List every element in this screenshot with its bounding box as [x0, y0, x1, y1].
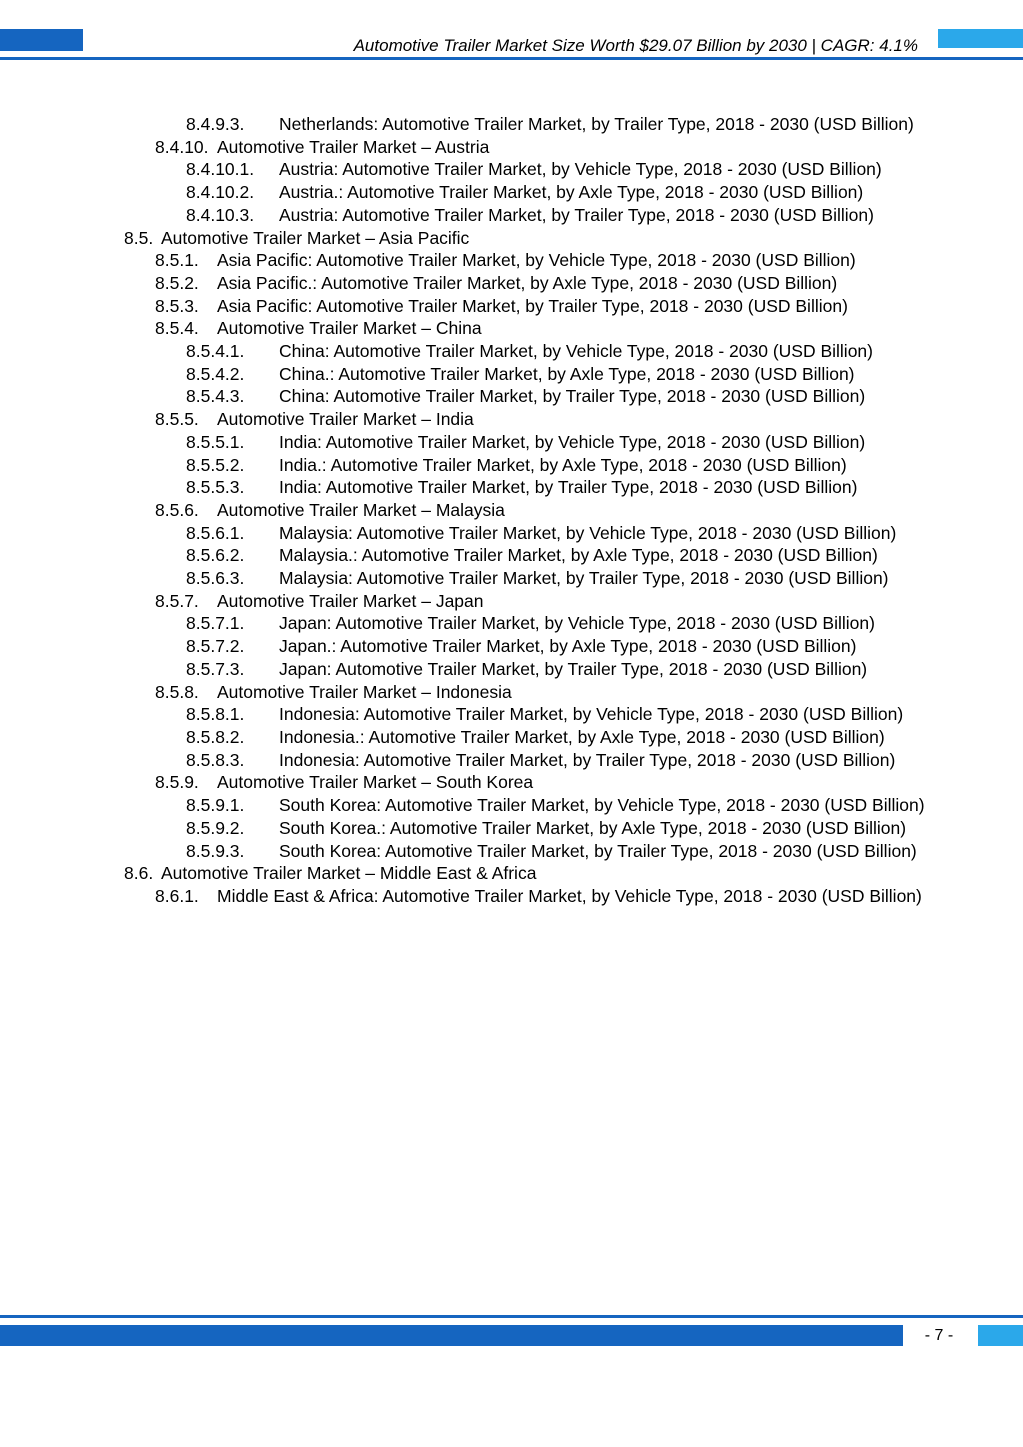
toc-entry-text: Indonesia: Automotive Trailer Market, by Trailer Type, 2018 - 2030 (USD Billion) — [279, 749, 896, 770]
toc-entry-text: India: Automotive Trailer Market, by Trailer Type, 2018 - 2030 (USD Billion) — [279, 477, 858, 498]
toc-entry-number: 8.5.7.3. — [186, 658, 245, 679]
toc-entry-text: Malaysia: Automotive Trailer Market, by Vehicle Type, 2018 - 2030 (USD Billion) — [279, 522, 897, 543]
toc-entry — [0, 158, 1023, 181]
footer-bar-left — [0, 1325, 903, 1346]
toc-entry-text: Malaysia.: Automotive Trailer Market, by Axle Type, 2018 - 2030 (USD Billion) — [279, 545, 878, 566]
toc-entry-text: Japan: Automotive Trailer Market, by Vehicle Type, 2018 - 2030 (USD Billion) — [279, 613, 875, 634]
toc-entry-text: South Korea.: Automotive Trailer Market, by Axle Type, 2018 - 2030 (USD Billion) — [279, 817, 907, 838]
toc-entry — [0, 862, 1023, 885]
toc-entry-number: 8.5.4.2. — [186, 363, 245, 384]
toc-entry-number: 8.5.2. — [155, 272, 199, 293]
toc-entry-number: 8.5.6.1. — [186, 522, 245, 543]
toc-entry — [0, 771, 1023, 794]
toc-entry-number: 8.5.7.1. — [186, 613, 245, 634]
toc-entry-text: Automotive Trailer Market – India — [217, 409, 474, 430]
toc-entry-number: 8.5.6.2. — [186, 545, 245, 566]
toc-entry — [0, 272, 1023, 295]
footer-rule — [0, 1315, 1023, 1318]
toc-entry-text: Japan.: Automotive Trailer Market, by Axle Type, 2018 - 2030 (USD Billion) — [279, 636, 857, 657]
toc-entry — [0, 635, 1023, 658]
header-bar-right — [938, 29, 1023, 48]
toc-entry — [0, 317, 1023, 340]
toc-entry — [0, 567, 1023, 590]
toc-entry-text: Automotive Trailer Market – Middle East & Africa — [161, 863, 537, 884]
toc-entry — [0, 249, 1023, 272]
toc-entry — [0, 590, 1023, 613]
toc-entry — [0, 726, 1023, 749]
toc-entry-number: 8.5.5.1. — [186, 431, 245, 452]
toc-entry-number: 8.4.10.1. — [186, 159, 255, 180]
toc-entry-number: 8.5.5.2. — [186, 454, 245, 475]
toc-entry-text: South Korea: Automotive Trailer Market, by Vehicle Type, 2018 - 2030 (USD Billion) — [279, 795, 925, 816]
toc-entry-number: 8.5.5. — [155, 409, 199, 430]
toc-entry-text: Malaysia: Automotive Trailer Market, by Trailer Type, 2018 - 2030 (USD Billion) — [279, 568, 889, 589]
toc-entry-text: Automotive Trailer Market – Austria — [217, 136, 490, 157]
toc-entry — [0, 295, 1023, 318]
toc-entry-number: 8.4.10.3. — [186, 204, 255, 225]
toc-entry-number: 8.4.10.2. — [186, 182, 255, 203]
toc-entry-number: 8.5.8.2. — [186, 726, 245, 747]
toc-entry — [0, 749, 1023, 772]
toc-entry-number: 8.5.3. — [155, 295, 199, 316]
toc-entry — [0, 885, 1023, 908]
toc-entry — [0, 363, 1023, 386]
toc-entry-text: Automotive Trailer Market – Indonesia — [217, 681, 512, 702]
toc-entry — [0, 408, 1023, 431]
toc-entry-text: Indonesia.: Automotive Trailer Market, by Axle Type, 2018 - 2030 (USD Billion) — [279, 726, 885, 747]
toc-entry-number: 8.5.9.1. — [186, 795, 245, 816]
toc-entry-text: Austria: Automotive Trailer Market, by Trailer Type, 2018 - 2030 (USD Billion) — [279, 204, 874, 225]
toc-entry-text: Automotive Trailer Market – China — [217, 318, 482, 339]
toc-entry-number: 8.5.9.2. — [186, 817, 245, 838]
toc-entry — [0, 340, 1023, 363]
toc-entry-number: 8.5.4.1. — [186, 341, 245, 362]
toc-entry-text: Asia Pacific: Automotive Trailer Market, by Trailer Type, 2018 - 2030 (USD Billion) — [217, 295, 848, 316]
toc-entry-text: Austria.: Automotive Trailer Market, by Axle Type, 2018 - 2030 (USD Billion) — [279, 182, 864, 203]
header-title: Automotive Trailer Market Size Worth $29.07 Billion by 2030 | CAGR: 4.1% — [353, 36, 918, 55]
toc-entry-text: Netherlands: Automotive Trailer Market, by Trailer Type, 2018 - 2030 (USD Billion) — [279, 114, 914, 134]
page-number: - 7 - — [924, 1327, 954, 1344]
toc-entry — [0, 499, 1023, 522]
toc-entry-text: Automotive Trailer Market – South Korea — [217, 772, 534, 793]
toc-entry-text: India.: Automotive Trailer Market, by Axle Type, 2018 - 2030 (USD Billion) — [279, 454, 847, 475]
toc-entry — [0, 544, 1023, 567]
toc-entry-number: 8.6. — [124, 863, 154, 884]
toc-entry-number: 8.4.10. — [155, 136, 209, 157]
table-of-contents — [0, 113, 1023, 908]
toc-entry — [0, 817, 1023, 840]
toc-entry-text: China.: Automotive Trailer Market, by Axle Type, 2018 - 2030 (USD Billion) — [279, 363, 855, 384]
toc-entry-number: 8.5.6. — [155, 499, 199, 520]
toc-entry-number: 8.5.8.3. — [186, 749, 245, 770]
toc-entry-number: 8.4.9.3. — [186, 114, 245, 134]
toc-entry — [0, 840, 1023, 863]
toc-entry-text: Middle East & Africa: Automotive Trailer Market, by Vehicle Type, 2018 - 2030 (USD Billion) — [217, 885, 922, 906]
toc-entry-number: 8.5.6.3. — [186, 568, 245, 589]
toc-entry-number: 8.5.9. — [155, 772, 199, 793]
toc-entry-text: Automotive Trailer Market – Malaysia — [217, 499, 505, 520]
toc-entry — [0, 658, 1023, 681]
toc-entry — [0, 612, 1023, 635]
toc-entry-text: Automotive Trailer Market – Japan — [217, 590, 484, 611]
toc-entry-text: Japan: Automotive Trailer Market, by Trailer Type, 2018 - 2030 (USD Billion) — [279, 658, 868, 679]
toc-entry-number: 8.5.5.3. — [186, 477, 245, 498]
toc-entry — [0, 113, 1023, 136]
toc-entry-number: 8.5.8.1. — [186, 704, 245, 725]
toc-entry — [0, 476, 1023, 499]
toc-entry — [0, 681, 1023, 704]
toc-entry-text: Asia Pacific: Automotive Trailer Market, by Vehicle Type, 2018 - 2030 (USD Billion) — [217, 250, 856, 271]
toc-entry-number: 8.5.7.2. — [186, 636, 245, 657]
toc-entry-number: 8.5.7. — [155, 590, 199, 611]
toc-entry — [0, 204, 1023, 227]
toc-entry-number: 8.5.9.3. — [186, 840, 245, 861]
footer-bar-right — [978, 1325, 1023, 1346]
toc-entry-number: 8.5.8. — [155, 681, 199, 702]
toc-entry — [0, 454, 1023, 477]
toc-entry — [0, 136, 1023, 159]
toc-entry-text: Indonesia: Automotive Trailer Market, by Vehicle Type, 2018 - 2030 (USD Billion) — [279, 704, 904, 725]
toc-entry — [0, 431, 1023, 454]
toc-entry-number: 8.6.1. — [155, 885, 199, 906]
toc-entry-text: China: Automotive Trailer Market, by Vehicle Type, 2018 - 2030 (USD Billion) — [279, 341, 873, 362]
toc-entry-text: India: Automotive Trailer Market, by Vehicle Type, 2018 - 2030 (USD Billion) — [279, 431, 866, 452]
toc-entry-text: Austria: Automotive Trailer Market, by Vehicle Type, 2018 - 2030 (USD Billion) — [279, 159, 882, 180]
toc-entry — [0, 794, 1023, 817]
toc-entry — [0, 227, 1023, 250]
header-rule — [0, 57, 1023, 60]
toc-entry-text: Automotive Trailer Market – Asia Pacific — [161, 227, 470, 248]
toc-entry — [0, 703, 1023, 726]
toc-entry-number: 8.5.1. — [155, 250, 199, 271]
toc-entry-text: South Korea: Automotive Trailer Market, by Trailer Type, 2018 - 2030 (USD Billion) — [279, 840, 917, 861]
toc-entry-number: 8.5.4.3. — [186, 386, 245, 407]
toc-entry-number: 8.5. — [124, 227, 154, 248]
toc-entry — [0, 385, 1023, 408]
toc-entry-text: Asia Pacific.: Automotive Trailer Market, by Axle Type, 2018 - 2030 (USD Billion) — [217, 272, 838, 293]
toc-entry-number: 8.5.4. — [155, 318, 199, 339]
toc-entry — [0, 522, 1023, 545]
toc-entry-text: China: Automotive Trailer Market, by Trailer Type, 2018 - 2030 (USD Billion) — [279, 386, 866, 407]
toc-entry — [0, 181, 1023, 204]
